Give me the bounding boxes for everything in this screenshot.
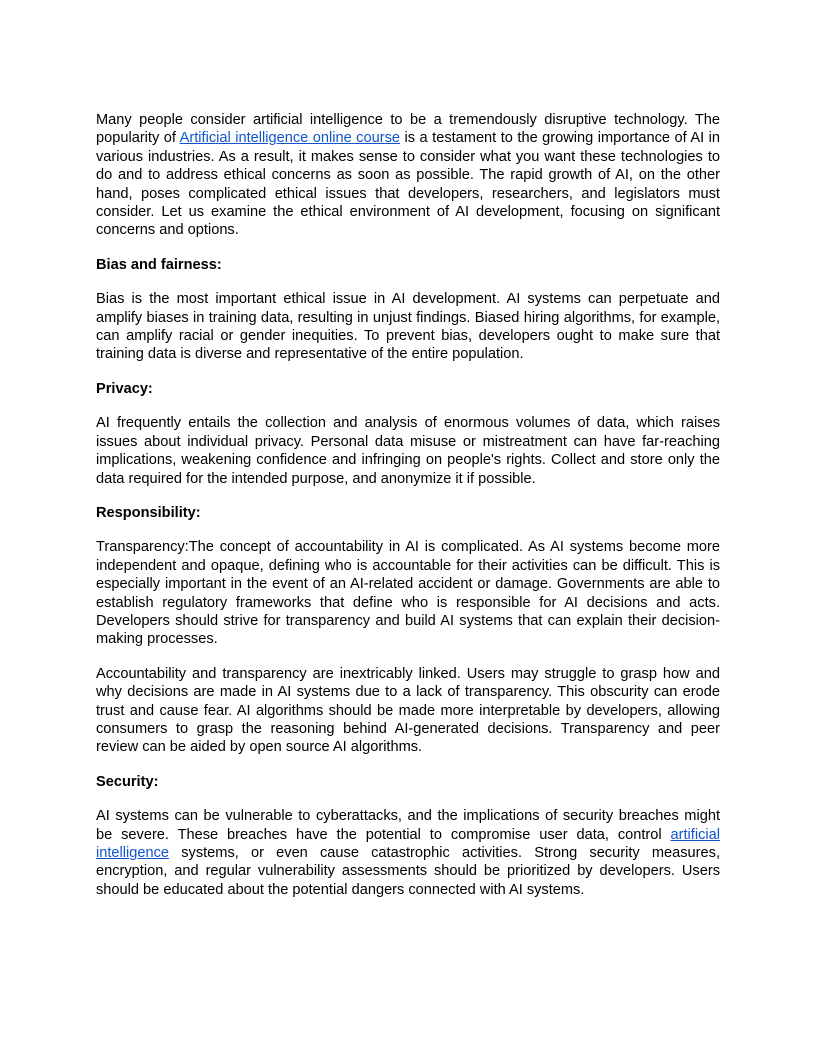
bias-paragraph: Bias is the most important ethical issue in AI development. AI systems can perpetuate and amplify biases in training data, resulting in unjust findings. Biased hiring algorithms, for example, can amplify racial or gender inequities. To prevent bias, developers ought to make sure that training data is diverse and representative of the entire population.	[96, 291, 720, 363]
ai-online-course-link[interactable]: Artificial intelligence online course	[179, 130, 400, 147]
intro-text-end: is a testament to the growing importance of AI in various industries. As a result, it makes sense to consider what you want these technologies to do and to address ethical concerns as soon as possible. The rapid growth of AI, on the other hand, poses complicated ethical issues that developers, researchers, and legislators must consider. Let us examine the ethical environment of AI development, focusing on significant concerns and options.	[96, 130, 720, 239]
security-text-start: AI systems can be vulnerable to cyberattacks, and the implications of security breaches might be severe. These breaches have the potential to compromise user data, control	[96, 808, 720, 843]
security-heading: Security:	[96, 773, 159, 790]
document-page	[96, 111, 720, 915]
artificial-intelligence-link[interactable]: artificial intelligence	[96, 826, 720, 861]
privacy-heading: Privacy:	[96, 380, 153, 397]
responsibility-paragraph: Transparency:The concept of accountability in AI is complicated. As AI systems become more independent and opaque, defining who is accountable for their activities can be difficult. This is especially important in the event of an AI-related accident or damage. Governments are able to establish regulatory frameworks that define who is responsible for AI decisions and acts. Developers should strive for transparency and build AI systems that can explain their decision-making processes.	[96, 539, 720, 648]
intro-paragraph	[96, 111, 720, 240]
security-text-end: systems, or even cause catastrophic activities. Strong security measures, encryption, and regular vulnerability assessments should be prioritized by developers. Users should be educated about the potential dangers connected with AI systems.	[96, 845, 720, 898]
intro-text-start: Many people consider artificial intelligence to be a tremendously disruptive technology. The popularity of	[96, 112, 720, 147]
transparency-paragraph: Accountability and transparency are inextricably linked. Users may struggle to grasp how and why decisions are made in AI systems due to a lack of transparency. This obscurity can erode trust and cause fear. AI algorithms should be made more interpretable by developers, allowing consumers to grasp the reasoning behind AI-generated decisions. Transparency and peer review can be aided by open source AI algorithms.	[96, 665, 720, 756]
bias-heading: Bias and fairness:	[96, 256, 222, 273]
responsibility-heading: Responsibility:	[96, 504, 201, 521]
security-paragraph	[96, 807, 720, 899]
privacy-paragraph: AI frequently entails the collection and analysis of enormous volumes of data, which raises issues about individual privacy. Personal data misuse or mistreatment can have far-reaching implications, weakening confidence and infringing on people's rights. Collect and store only the data required for the intended purpose, and anonymize it if possible.	[96, 415, 720, 487]
